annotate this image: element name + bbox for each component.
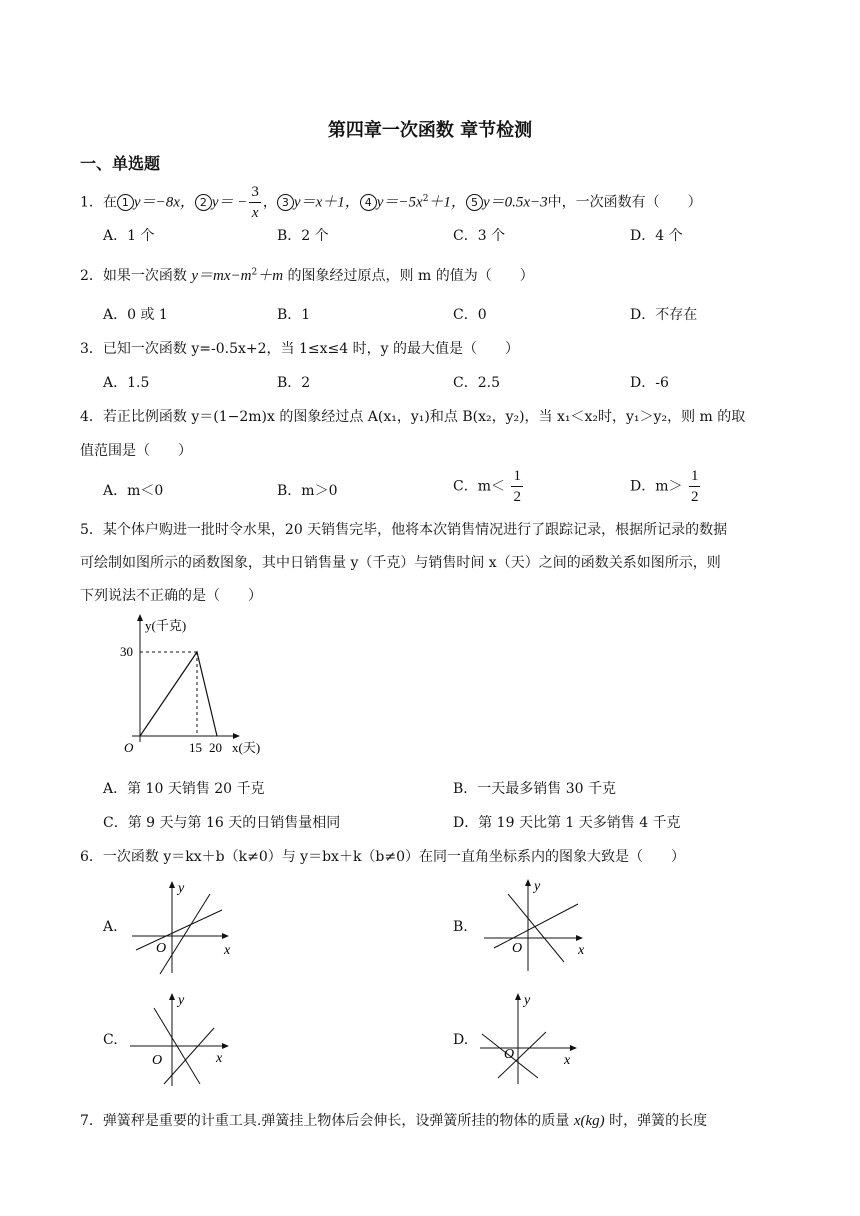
- origin-label: O: [156, 941, 167, 956]
- line-1: [494, 904, 578, 948]
- x-axis-label: x: [216, 1051, 223, 1066]
- x-axis-arrow: [222, 1043, 229, 1049]
- y-axis-arrow: [525, 879, 531, 886]
- tick-label-30: 30: [120, 644, 133, 659]
- question-5-line-3: 下列说法不正确的是（ ）: [80, 588, 262, 604]
- circled-number: 4: [360, 194, 377, 211]
- q5-option-a: A．第 10 天销售 20 千克: [103, 781, 265, 797]
- q6-graph-b: [480, 876, 592, 976]
- y-axis-label: y: [178, 993, 185, 1008]
- q4-option-b: B．m＞0: [277, 483, 338, 499]
- q5-option-d: D．第 19 天比第 1 天多销售 4 千克: [453, 815, 681, 831]
- y-axis-label: y: [524, 993, 531, 1008]
- y-axis-label: y: [178, 881, 185, 896]
- question-2: 2．如果一次函数 $y=mx-m^2+m$ 的图象经过原点，则 m 的值为（ ）: [80, 267, 534, 284]
- circled-number: 5: [466, 194, 483, 211]
- question-6: 6．一次函数 y＝kx＋b（k≠0）与 y＝bx＋k（b≠0）在同一直角坐标系内的图象大致是（ ）: [80, 849, 686, 865]
- q4-option-a: A．m＜0: [103, 483, 164, 499]
- q2-option-a: A．0 或 1: [103, 307, 168, 323]
- y-axis-label: y(千克): [145, 618, 187, 633]
- question-7: 7．弹簧秤是重要的计重工具.弹簧挂上物体后会伸长，设弹簧所挂的物体的质量 x(kg) 时，弹簧的长度: [80, 1113, 708, 1129]
- fraction-one-half: $\frac{1}{2}$: [513, 468, 521, 505]
- y-axis-arrow: [515, 993, 521, 1000]
- question-3: 3．已知一次函数 y=-0.5x+2，当 1≤x≤4 时，y 的最大值是（ ）: [80, 341, 519, 357]
- line-2: [160, 894, 210, 974]
- question-5-line-2: 可绘制如图所示的函数图象，其中日销售量 y（千克）与销售时间 x（天）之间的函数关系如图所示，则: [80, 555, 721, 571]
- sales-function-graph: [110, 612, 280, 762]
- q6-graph-d: [476, 990, 588, 1090]
- q6-label-d: D.: [453, 1032, 469, 1048]
- fraction: $\frac{3}{x}$: [251, 184, 259, 221]
- x-axis-label: x: [564, 1053, 571, 1068]
- origin-label: O: [124, 740, 134, 755]
- section-heading: 一、单选题: [80, 154, 161, 173]
- q6-graph-a: [128, 878, 240, 978]
- x-axis-arrow: [233, 733, 240, 739]
- q3-option-c: C．2.5: [453, 375, 500, 391]
- q2-option-b: B．1: [277, 307, 311, 323]
- q5-option-c: C．第 9 天与第 16 天的日销售量相同: [103, 815, 341, 831]
- circled-number: 3: [277, 194, 294, 211]
- q1-option-a: A．1 个: [103, 228, 155, 244]
- q2-option-c: C．0: [453, 307, 487, 323]
- q6-label-c: C.: [103, 1032, 118, 1048]
- x-axis-arrow: [570, 1045, 577, 1051]
- question-4-line-2: 值范围是（ ）: [80, 443, 192, 459]
- sales-line: [140, 652, 217, 736]
- q6-graph-c: [126, 990, 238, 1090]
- question-4-line-1: 4．若正比例函数 y＝(1−2m)x 的图象经过点 A(x₁，y₁)和点 B(x₂，y₂)，当 x₁＜x₂时，y₁＞y₂，则 m 的取: [80, 409, 746, 425]
- circled-number: 1: [117, 194, 134, 211]
- question-5-line-1: 5．某个体户购进一批时令水果，20 天销售完毕，他将本次销售情况进行了跟踪记录，根据所记录的数据: [80, 522, 728, 538]
- q3-option-a: A．1.5: [103, 375, 150, 391]
- question-1: 1．在 1 y＝−8x， 2 y＝ − $\frac{3}{x}$ ， 3 y＝x＋1， 4 $y=-5x^2+1$， 5 y＝0.5x−3中，一次函数有（ ）: [80, 184, 702, 221]
- origin-label: O: [504, 1047, 515, 1062]
- q5-option-b: B．一天最多销售 30 千克: [453, 781, 617, 797]
- q2-option-d: D．不存在: [630, 307, 698, 323]
- q4-option-c: C．m＜ $\frac{1}{2}$: [453, 468, 521, 505]
- x-axis-label: x: [578, 943, 585, 958]
- q1-option-d: D．4 个: [630, 228, 683, 244]
- x-axis-label: x(天): [232, 740, 261, 755]
- fraction-one-half: $\frac{1}{2}$: [690, 468, 699, 505]
- y-axis-arrow: [169, 881, 175, 888]
- q1-option-c: C．3 个: [453, 228, 506, 244]
- page-title: 第四章一次函数 章节检测: [327, 120, 533, 141]
- q1-option-b: B．2 个: [277, 228, 329, 244]
- q6-label-a: A.: [103, 919, 118, 935]
- q3-option-b: B．2: [277, 375, 311, 391]
- y-axis-label: y: [534, 879, 541, 894]
- tick-label-15: 15: [189, 740, 202, 755]
- x-axis-arrow: [576, 935, 583, 941]
- circled-number: 2: [195, 194, 212, 211]
- origin-label: O: [152, 1053, 163, 1068]
- tick-label-20: 20: [209, 740, 222, 755]
- q3-option-d: D．-6: [630, 375, 669, 391]
- y-axis-arrow: [169, 993, 175, 1000]
- y-axis-arrow: [137, 614, 143, 621]
- q4-option-d: D．m＞ $\frac{1}{2}$: [630, 468, 699, 505]
- x-axis-arrow: [222, 933, 229, 939]
- q6-label-b: B.: [453, 919, 468, 935]
- x-axis-label: x: [224, 943, 231, 958]
- origin-label: O: [512, 941, 523, 956]
